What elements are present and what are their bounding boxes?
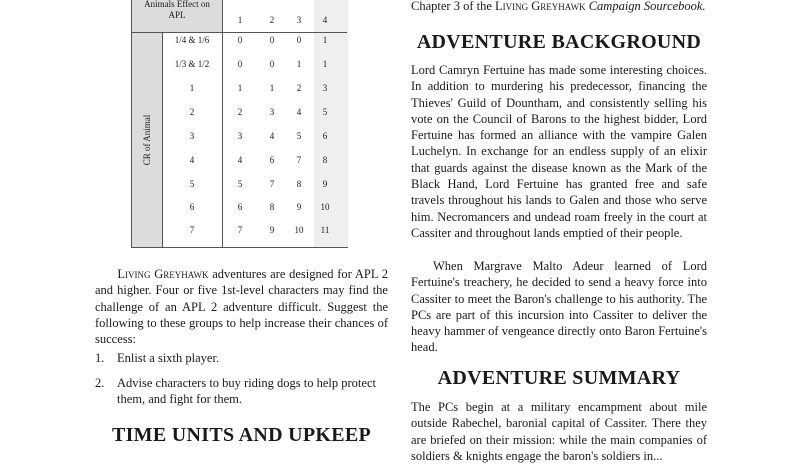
table-column-header: 2 [269,15,275,25]
summary-paragraph-1: The PCs begin at a military encampment about mile outside Rabechel, baronial capital of Cassiter. There they are briefed on their mission: while the main companies of soldiers & knights engage the baron's soldiers in... [411,400,707,463]
apl-effect-table [131,0,348,248]
table-cell: 6 [237,202,243,212]
table-row-label: 7 [189,225,195,235]
table-cell: 2 [296,83,302,93]
intro-rest: adventures are designed for APL 2 and higher. Four or five 1st-level characters may find the challenge of an APL 2 adventure difficult. Suggest the following to these groups to help increase their chances of success: [95,267,388,347]
table-cell: 9 [322,179,328,189]
table-row-label: 1/4 & 1/6 [174,35,210,45]
background-paragraph-2: When Margrave Malto Adeur learned of Lord Fertuine's treachery, he decided to send a heavy force into Cassiter to meet the Baron's challenge to his authority. The PCs are part of this incursion into Cassiter to deliver the heavy hammer of vengeance directly onto Baron Fertuine's head. [411,259,707,355]
list-item [95,375,388,409]
table-cell: 9 [296,202,302,212]
table-cell: 10 [294,225,304,235]
table-row-label: 2 [189,107,195,117]
chapter-reference-prefix: Chapter 3 of the [411,0,496,13]
list-item-text: Advise characters to buy riding dogs to help protect them, and fight for them. [117,376,376,407]
chapter-reference-sc: Living Greyhawk [495,0,586,13]
table-cell: 2 [237,107,243,117]
table-row-label: 1 [189,83,195,93]
table-cell: 1 [322,59,328,69]
table-cell: 8 [322,155,328,165]
table-cell: 11 [320,225,330,235]
table-cell: 0 [296,35,302,45]
list-item-text: Enlist a sixth player. [117,351,220,365]
table-cell: 8 [269,202,275,212]
table-side-label: CR of Animal [142,114,152,166]
table-cell: 10 [320,202,330,212]
table-divider-vertical [222,0,223,247]
table-cell: 0 [269,59,275,69]
table-cell: 9 [269,225,275,235]
table-cell: 7 [237,225,243,235]
table-cell: 7 [269,179,275,189]
background-paragraph-1: Lord Camryn Fertuine has made some interesting choices. In addition to murdering his predecessor, financing the Thieves' Guild of Dountham, and consistently selling his vote on the Council of Barons to the highest bidder, Lord Fertuine has formed an alliance with the vampire Galen Luchelyn. In exchange for an endless supply of an elixir that guards against the disease known as the Mark of the Black Hand, Lord Fertuine has granted free and safe travels throughout his lands to Galen and those who serve him. Necromancers and undead roam freely in the court at Cassiter and throughout lands emptied of their people. [411,63,707,240]
table-cell: 3 [237,131,243,141]
table-column-header: 1 [237,15,243,25]
heading-time-units: TIME UNITS AND UPKEEP [111,424,372,446]
list-item-number: 2. [95,376,105,390]
table-cell: 3 [269,107,275,117]
table-header-line2: APL [168,10,186,20]
table-header-line1: Animals Effect on [144,0,210,9]
table-cell: 4 [237,155,243,165]
heading-adventure-summary: ADVENTURE SUMMARY [437,367,681,389]
chapter-reference-italic: Campaign Sourcebook. [585,0,706,13]
table-cell: 8 [296,179,302,189]
table-divider-horizontal [132,32,347,33]
table-cell: 4 [269,131,275,141]
chapter-reference-line [411,0,707,14]
table-cell: 0 [269,35,275,45]
table-cell: 7 [296,155,302,165]
table-cell: 4 [296,107,302,117]
table-cell: 5 [237,179,243,189]
table-header-label [132,0,222,32]
heading-adventure-background: ADVENTURE BACKGROUND [416,31,702,53]
table-cell: 3 [322,83,328,93]
table-cell: 1 [322,35,328,45]
table-column-header: 3 [296,15,302,25]
table-row-label: 1/3 & 1/2 [174,59,210,69]
table-cell: 5 [296,131,302,141]
table-column-header: 4 [322,15,328,25]
table-cell: 5 [322,107,328,117]
table-cell: 1 [237,83,243,93]
table-row-label: 3 [189,131,195,141]
table-cell: 0 [237,59,243,69]
list-item-number: 1. [95,351,105,365]
list-item [95,350,388,367]
table-cell: 6 [322,131,328,141]
table-cell: 0 [237,35,243,45]
table-cell: 1 [296,59,302,69]
intro-paragraph [95,266,388,347]
table-row-label: 6 [189,202,195,212]
table-cell: 6 [269,155,275,165]
table-row-label: 4 [189,155,195,165]
table-row-label: 5 [189,179,195,189]
table-cell: 1 [269,83,275,93]
intro-lead: Living Greyhawk [117,267,209,281]
